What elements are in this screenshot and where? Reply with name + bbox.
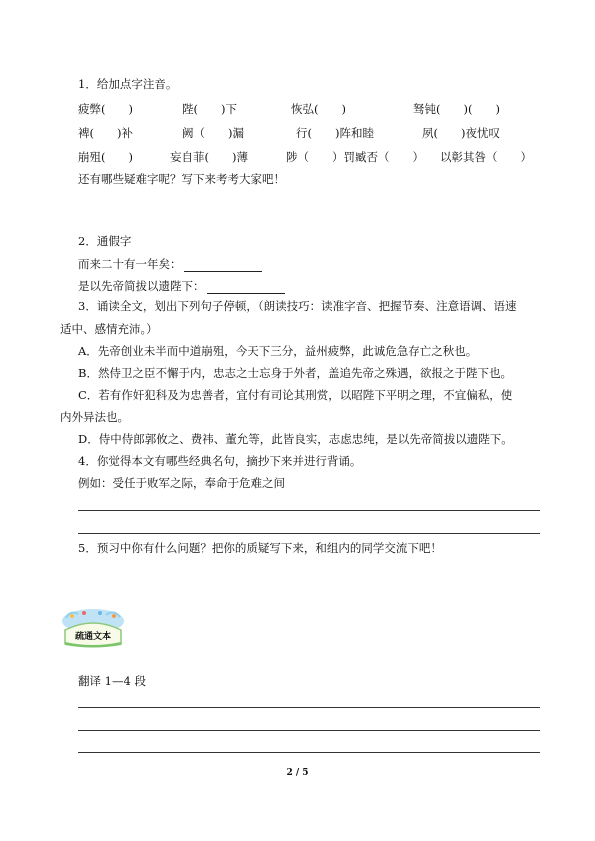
q4-example: 例如：受任于败军之际，奉命于危难之间: [78, 476, 285, 490]
q1-item: 崩殂( ): [78, 150, 133, 164]
q2-item-1: [78, 256, 262, 272]
q2-answer-blank[interactable]: [184, 259, 262, 272]
q3-sentence-c-line-1: C．若有作奸犯科及为忠善者，宜付有司论其刑赏，以昭陛下平明之理，不宜偏私，使: [78, 388, 513, 402]
q3-sentence-c-line-2: 内外异法也。: [60, 410, 129, 424]
q2-item-2: [78, 278, 285, 294]
page-number: 2 / 5: [286, 768, 309, 778]
q1-item: 陟（ ）罚臧否（ ）: [286, 150, 424, 164]
q1-item: 阙（ )漏: [182, 126, 244, 140]
translate-writing-line[interactable]: [78, 752, 540, 753]
translate-heading: 翻译 1—4 段: [78, 674, 146, 688]
q2-item-label: 是以先帝简拔以遗陛下：: [78, 279, 205, 293]
q1-item: 行( )阵和睦: [296, 126, 374, 140]
q3-title-line-2: 适中、感情充沛。）: [60, 322, 158, 336]
q2-title: 2．通假字: [78, 234, 132, 248]
translate-writing-line[interactable]: [78, 730, 540, 731]
q1-item: 以彰其咎（ ）: [440, 150, 532, 164]
q1-item: 陛( )下: [182, 102, 237, 116]
q1-title: 1．给加点字注音。: [78, 77, 178, 91]
q1-item: 妄自菲( )薄: [170, 150, 248, 164]
section-badge-graphic: [60, 608, 126, 648]
q3-sentence-b: B．然侍卫之臣不懈于内，忠志之士忘身于外者，盖追先帝之殊遇，欲报之于陛下也。: [78, 366, 512, 380]
q1-item: 裨( )补: [78, 126, 133, 140]
q1-item: 疲弊( ): [78, 102, 133, 116]
q3-sentence-d: D．侍中侍郎郭攸之、费祎、董允等，此皆良实，志虑忠纯，是以先帝简拔以遗陛下。: [78, 432, 513, 446]
q1-item: 恢弘( ): [291, 102, 346, 116]
q4-writing-line[interactable]: [78, 533, 540, 534]
q2-item-label: 而来二十有一年矣：: [78, 257, 182, 271]
q4-title: 4．你觉得本文有哪些经典名句，摘抄下来并进行背诵。: [78, 454, 362, 468]
q1-item: 夙( )夜忧叹: [422, 126, 500, 140]
section-badge-label: 疏通文本: [74, 632, 111, 642]
q3-sentence-a: A．先帝创业未半而中道崩殂，今天下三分，益州疲弊，此诚危急存亡之秋也。: [78, 344, 478, 358]
q1-extra: 还有哪些疑难字呢？写下来考考大家吧！: [78, 172, 285, 186]
q3-title-line-1: 3．诵读全文，划出下列句子停顿，（朗读技巧：读准字音、把握节奏、注意语调、语速: [78, 299, 517, 313]
translate-writing-line[interactable]: [78, 707, 540, 708]
section-badge: [60, 608, 126, 648]
q5-title: 5．预习中你有什么问题？把你的质疑写下来，和组内的同学交流下吧！: [78, 541, 442, 555]
q2-answer-blank[interactable]: [207, 281, 285, 294]
q1-item: 驽钝( )( ): [413, 102, 500, 116]
q4-writing-line[interactable]: [78, 510, 540, 511]
